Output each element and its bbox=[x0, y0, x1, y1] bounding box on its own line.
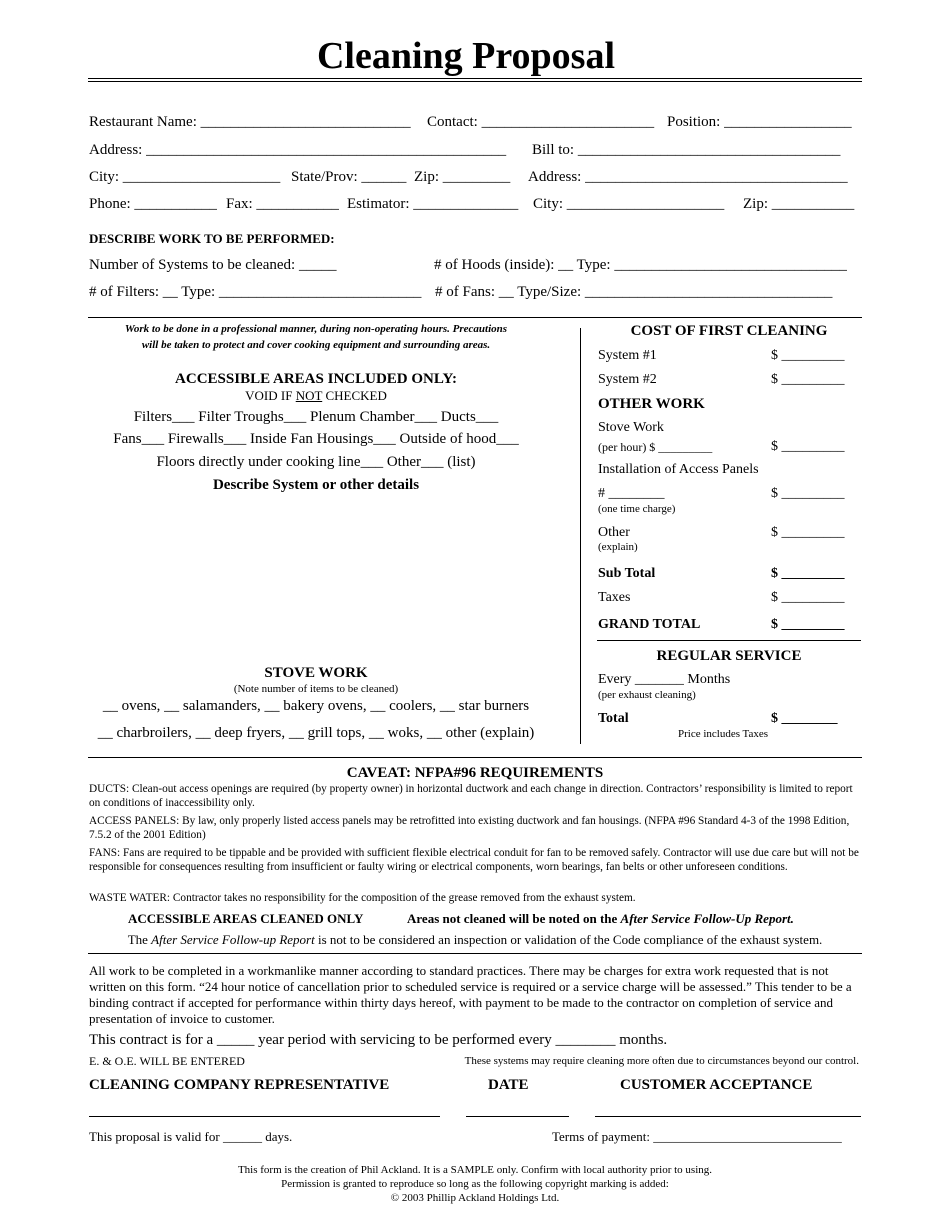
terms-of-payment-field[interactable]: Terms of payment: _____________________________ bbox=[552, 1129, 842, 1144]
panels-count-field[interactable]: # ________ bbox=[598, 486, 665, 501]
caveat-ducts: DUCTS: Clean-out access openings are required (by property owner) in horizontal ductwork and each change in direction. Contractors’ responsibility is limited to report on conditions of inaccessibility only. bbox=[89, 783, 853, 809]
stove-work-note: (Note number of items to be cleaned) bbox=[233, 683, 399, 695]
phone-field[interactable]: Phone: ___________ bbox=[89, 196, 217, 212]
areas-line-1[interactable]: Filters___ Filter Troughs___ Plenum Chamber___ Ducts___ bbox=[133, 409, 499, 425]
void-not: NOT bbox=[295, 388, 323, 403]
date-label: DATE bbox=[488, 1077, 529, 1093]
num-systems-field[interactable]: Number of Systems to be cleaned: _____ bbox=[89, 257, 337, 273]
position-field[interactable]: Position: _________________ bbox=[667, 114, 852, 130]
void-notice bbox=[88, 388, 544, 404]
system-1-label: System #1 bbox=[598, 348, 657, 363]
explain-note: (explain) bbox=[598, 541, 638, 553]
areas-not-cleaned-text: Areas not cleaned will be noted on the bbox=[407, 911, 621, 926]
every-months-field[interactable]: Every _______ Months bbox=[598, 672, 731, 687]
billing-zip-field[interactable]: Zip: ___________ bbox=[743, 196, 855, 212]
install-panels-label: Installation of Access Panels bbox=[598, 462, 759, 477]
other-label: Other bbox=[598, 525, 630, 540]
page-title: Cleaning Proposal bbox=[316, 35, 616, 77]
areas-not-cleaned-note bbox=[407, 911, 794, 927]
price-note: Price includes Taxes bbox=[678, 728, 769, 740]
system-2-amount[interactable]: $ _________ bbox=[771, 372, 845, 387]
grand-total-amount[interactable]: $ _________ bbox=[771, 617, 845, 632]
total-amount[interactable]: $ ________ bbox=[771, 711, 838, 726]
bill-to-field[interactable]: Bill to: ___________________________________ bbox=[532, 142, 841, 158]
sub-total-label: Sub Total bbox=[598, 566, 656, 581]
panels-amount[interactable]: $ _________ bbox=[771, 486, 845, 501]
billing-city-field[interactable]: City: _____________________ bbox=[533, 196, 725, 212]
accessible-areas-heading: ACCESSIBLE AREAS INCLUDED ONLY: bbox=[175, 371, 457, 387]
caveat-rule-bottom bbox=[88, 953, 862, 954]
followup-report-note bbox=[88, 932, 862, 948]
taxes-label: Taxes bbox=[598, 590, 631, 605]
footer-line-2: Permission is granted to reproduce so long as the following copyright marking is added: bbox=[281, 1178, 669, 1190]
contact-field[interactable]: Contact: _______________________ bbox=[427, 114, 655, 130]
footer-line-1: This form is the creation of Phil Ackland. It is a SAMPLE only. Confirm with local authority prior to using. bbox=[237, 1164, 713, 1176]
followup-pre: The bbox=[127, 932, 152, 947]
system-1-amount[interactable]: $ _________ bbox=[771, 348, 845, 363]
estimator-field[interactable]: Estimator: ______________ bbox=[347, 196, 519, 212]
stove-work-label: Stove Work bbox=[598, 420, 664, 435]
representative-signature-line[interactable] bbox=[89, 1116, 440, 1117]
caveat-access-panels: ACCESS PANELS: By law, only properly listed access panels may be retrofitted into existing ductwork and fan housings. (NFPA #96 Standard 4-3 of the 1998 Edition, 7.5.2 of the 2001 Edition) bbox=[89, 815, 850, 841]
address-field[interactable]: Address: ________________________________________________ bbox=[89, 142, 507, 158]
one-time-note: (one time charge) bbox=[598, 503, 676, 515]
followup-post: is not to be considered an inspection or validation of the Code compliance of the exhaust system. bbox=[314, 932, 823, 947]
customer-signature-line[interactable] bbox=[595, 1116, 861, 1117]
terms-paragraph: All work to be completed in a workmanlike manner according to standard practices. There may be charges for extra work requested that is not written on this form. “24 hour notice of cancellation prior to scheduled service is required or a service charge will be assessed.” This tender to be a binding contract if accepted for performance within thirty days hereof, with payment to be made to the contractor on completion of service and presentation of invoice to customer. bbox=[89, 963, 852, 1026]
column-divider bbox=[580, 328, 581, 744]
sub-total-amount[interactable]: $ _________ bbox=[771, 566, 845, 581]
billing-address-field[interactable]: Address: ___________________________________ bbox=[528, 169, 848, 185]
describe-work-heading: DESCRIBE WORK TO BE PERFORMED: bbox=[89, 231, 335, 246]
section-divider-top bbox=[88, 317, 862, 318]
city-field[interactable]: City: _____________________ bbox=[89, 169, 281, 185]
caveat-waste-water: WASTE WATER: Contractor takes no responsibility for the composition of the grease removed from the exhaust system. bbox=[89, 892, 636, 904]
eoe-note: E. & O.E. WILL BE ENTERED bbox=[89, 1054, 245, 1068]
footer-copyright: © 2003 Phillip Ackland Holdings Ltd. bbox=[390, 1192, 560, 1204]
stove-items-line-1[interactable]: __ ovens, __ salamanders, __ bakery ovens, __ coolers, __ star burners bbox=[102, 698, 530, 714]
void-pre: VOID IF bbox=[245, 388, 296, 403]
systems-note: These systems may require cleaning more often due to circumstances beyond our control. bbox=[464, 1055, 859, 1067]
areas-line-2[interactable]: Fans___ Firewalls___ Inside Fan Housings___ Outside of hood___ bbox=[113, 431, 519, 447]
customer-acceptance-label: CUSTOMER ACCEPTANCE bbox=[620, 1077, 813, 1093]
areas-cleaned-only: ACCESSIBLE AREAS CLEANED ONLY bbox=[128, 911, 364, 926]
regular-service-heading: REGULAR SERVICE bbox=[656, 648, 802, 664]
num-filters-field[interactable]: # of Filters: __ Type: ___________________________ bbox=[89, 284, 422, 300]
contract-period-field[interactable]: This contract is for a _____ year period with servicing to be performed every ________ months. bbox=[89, 1032, 668, 1048]
caveat-rule-top bbox=[88, 757, 862, 758]
other-work-heading: OTHER WORK bbox=[598, 396, 705, 412]
caveat-heading: CAVEAT: NFPA#96 REQUIREMENTS bbox=[346, 765, 604, 781]
stove-work-amount[interactable]: $ _________ bbox=[771, 439, 845, 454]
restaurant-name-field[interactable]: Restaurant Name: ____________________________ bbox=[89, 114, 411, 130]
notice-line-1: Work to be done in a professional manner, during non-operating hours. Precautions bbox=[124, 323, 508, 335]
date-signature-line[interactable] bbox=[466, 1116, 569, 1117]
system-2-label: System #2 bbox=[598, 372, 657, 387]
describe-system-heading: Describe System or other details bbox=[212, 477, 420, 493]
regular-service-rule bbox=[597, 640, 861, 641]
areas-line-3[interactable]: Floors directly under cooking line___ Other___ (list) bbox=[156, 454, 476, 470]
per-hour-field[interactable]: (per hour) $ _________ bbox=[598, 440, 713, 454]
after-service-report-title: After Service Follow-Up Report. bbox=[620, 911, 794, 926]
other-amount[interactable]: $ _________ bbox=[771, 525, 845, 540]
per-exhaust-note: (per exhaust cleaning) bbox=[598, 689, 696, 701]
stove-items-line-2[interactable]: __ charbroilers, __ deep fryers, __ grill tops, __ woks, __ other (explain) bbox=[97, 725, 535, 741]
representative-label: CLEANING COMPANY REPRESENTATIVE bbox=[89, 1077, 390, 1093]
zip-field[interactable]: Zip: _________ bbox=[414, 169, 511, 185]
title-rule-2 bbox=[88, 81, 862, 82]
cost-heading: COST OF FIRST CLEANING bbox=[630, 323, 828, 339]
caveat-fans: FANS: Fans are required to be tippable and be provided with sufficient flexible electrical conduit for fan to be removed safely. Contractor will use due care but will not be responsible for consequences resulting from insufficient or faulty wiring or electrical components, worn bearings, fan belts or other unforeseen conditions. bbox=[89, 847, 859, 873]
void-post: CHECKED bbox=[322, 388, 387, 403]
total-label: Total bbox=[598, 711, 629, 726]
state-prov-field[interactable]: State/Prov: ______ bbox=[291, 169, 407, 185]
notice-line-2: will be taken to protect and cover cooking equipment and surrounding areas. bbox=[141, 339, 491, 351]
valid-for-field[interactable]: This proposal is valid for ______ days. bbox=[89, 1129, 293, 1144]
grand-total-label: GRAND TOTAL bbox=[598, 617, 701, 632]
taxes-amount[interactable]: $ _________ bbox=[771, 590, 845, 605]
num-fans-field[interactable]: # of Fans: __ Type/Size: _________________________________ bbox=[435, 284, 833, 300]
num-hoods-field[interactable]: # of Hoods (inside): __ Type: _______________________________ bbox=[434, 257, 847, 273]
followup-report-title: After Service Follow-up Report bbox=[151, 932, 315, 947]
stove-work-heading: STOVE WORK bbox=[264, 665, 368, 681]
fax-field[interactable]: Fax: ___________ bbox=[226, 196, 339, 212]
title-rule-1 bbox=[88, 78, 862, 79]
